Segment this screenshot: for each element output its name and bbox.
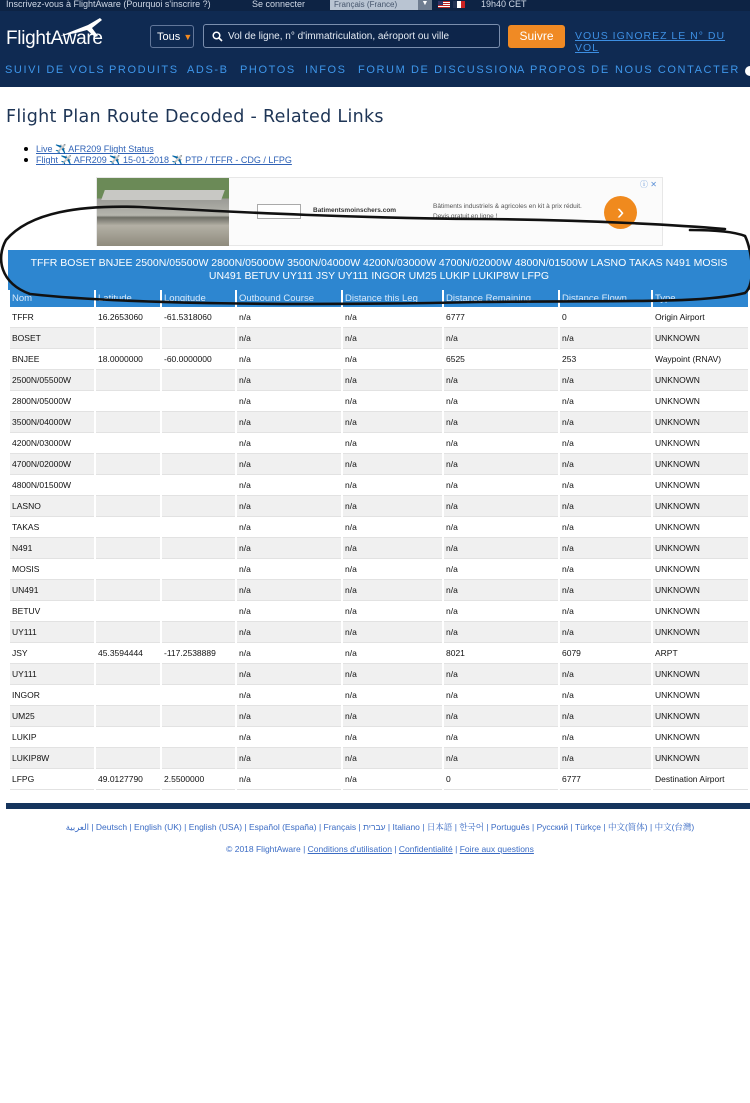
column-header: Distance Remaining [444, 290, 558, 307]
table-cell: n/a [343, 748, 442, 769]
table-cell [162, 475, 235, 496]
table-cell: n/a [237, 769, 341, 790]
table-cell: 45.3594444 [96, 643, 160, 664]
table-cell: UNKNOWN [653, 454, 748, 475]
table-row [10, 433, 748, 454]
footer-language-link[interactable]: 中文(简体) [607, 822, 648, 832]
table-cell [162, 412, 235, 433]
table-cell: n/a [444, 748, 558, 769]
table-row [10, 559, 748, 580]
main-nav [0, 64, 750, 80]
table-cell [162, 559, 235, 580]
nav-item-apropos[interactable]: A PROPOS DE [517, 64, 610, 76]
table-cell: n/a [343, 769, 442, 790]
footer-copyright: © 2018 FlightAware | Conditions d'utilisation | Confidentialité | Foire aux questions [226, 844, 534, 854]
ad-logo [257, 204, 301, 219]
table-cell: n/a [343, 643, 442, 664]
table-cell: n/a [444, 328, 558, 349]
table-cell: n/a [237, 328, 341, 349]
table-row [10, 454, 748, 475]
table-cell: n/a [343, 517, 442, 538]
table-cell [162, 706, 235, 727]
table-row [10, 769, 748, 790]
table-cell [96, 622, 160, 643]
table-row [10, 496, 748, 517]
table-cell: BETUV [10, 601, 94, 622]
table-cell: n/a [444, 454, 558, 475]
table-cell: UNKNOWN [653, 685, 748, 706]
table-cell [162, 433, 235, 454]
table-row [10, 328, 748, 349]
table-cell: n/a [343, 559, 442, 580]
column-header: Longitude [162, 290, 235, 307]
terms-link[interactable]: Conditions d'utilisation [307, 844, 392, 854]
live-flight-status-link[interactable]: Live ✈️ AFR209 Flight Status [36, 144, 154, 154]
nav-item-photos[interactable]: PHOTOS [240, 64, 296, 76]
ad-brand: Batimentsmoinschers.com [313, 207, 397, 214]
table-cell: n/a [343, 622, 442, 643]
nav-item-contact[interactable]: NOUS CONTACTER [615, 64, 740, 76]
table-cell: UM25 [10, 706, 94, 727]
table-cell: -60.0000000 [162, 349, 235, 370]
table-cell: BOSET [10, 328, 94, 349]
table-cell: -117.2538889 [162, 643, 235, 664]
table-cell [162, 538, 235, 559]
ad-info-close-icon[interactable]: ⓘ ✕ [640, 180, 657, 189]
table-cell [96, 580, 160, 601]
table-cell [162, 748, 235, 769]
table-cell: 2.5500000 [162, 769, 235, 790]
column-header: Distance Flown [560, 290, 651, 307]
table-cell: n/a [343, 664, 442, 685]
table-cell: n/a [560, 412, 651, 433]
footer-language-link[interactable]: Español (España) [249, 822, 317, 832]
table-cell: n/a [237, 307, 341, 328]
table-cell: n/a [444, 580, 558, 601]
table-cell: LASNO [10, 496, 94, 517]
table-cell: UNKNOWN [653, 433, 748, 454]
table-cell: n/a [444, 685, 558, 706]
column-header: Latitude [96, 290, 160, 307]
table-cell [96, 496, 160, 517]
table-cell: INGOR [10, 685, 94, 706]
table-cell [96, 748, 160, 769]
footer-language-link[interactable]: English (USA) [188, 822, 243, 832]
table-cell: n/a [444, 706, 558, 727]
table-cell: n/a [560, 706, 651, 727]
nav-item-adsb[interactable]: ADS-B [187, 64, 229, 76]
table-cell: n/a [237, 538, 341, 559]
table-cell: 6777 [444, 307, 558, 328]
table-cell [96, 475, 160, 496]
table-row [10, 349, 748, 370]
table-cell: BNJEE [10, 349, 94, 370]
language-select[interactable] [330, 0, 432, 10]
table-cell [96, 517, 160, 538]
table-cell: n/a [343, 601, 442, 622]
table-cell: LUKIP8W [10, 748, 94, 769]
language-value: Français (France) [334, 0, 398, 9]
nav-item-suivi[interactable]: SUIVI DE VOLS [5, 64, 106, 76]
copyright-text: © 2018 FlightAware [226, 844, 301, 854]
table-cell [162, 685, 235, 706]
table-row [10, 664, 748, 685]
table-cell: n/a [560, 580, 651, 601]
footer-language-link[interactable]: Türkçe [575, 822, 602, 832]
table-row [10, 685, 748, 706]
table-cell: 8021 [444, 643, 558, 664]
table-cell: UNKNOWN [653, 706, 748, 727]
table-cell: n/a [237, 643, 341, 664]
footer-language-link[interactable]: 日本語 [426, 822, 453, 832]
table-cell: n/a [560, 727, 651, 748]
table-row [10, 748, 748, 769]
table-cell: UNKNOWN [653, 391, 748, 412]
table-cell: 2500N/05500W [10, 370, 94, 391]
page-title: Flight Plan Route Decoded - Related Links [6, 107, 384, 127]
table-cell: TAKAS [10, 517, 94, 538]
table-cell: 18.0000000 [96, 349, 160, 370]
search-scope-select[interactable] [150, 25, 194, 48]
column-header: Type [653, 290, 748, 307]
table-cell: n/a [343, 349, 442, 370]
table-cell: n/a [343, 727, 442, 748]
table-cell: 49.0127790 [96, 769, 160, 790]
footer-language-link[interactable]: Português [490, 822, 530, 832]
table-cell [96, 454, 160, 475]
footer-language-link[interactable]: Français [323, 822, 357, 832]
table-cell [162, 517, 235, 538]
table-cell: LFPG [10, 769, 94, 790]
table-cell: UNKNOWN [653, 559, 748, 580]
faq-link[interactable]: Foire aux questions [459, 844, 534, 854]
table-row [10, 601, 748, 622]
table-cell: 0 [560, 307, 651, 328]
table-cell [96, 391, 160, 412]
table-cell: UNKNOWN [653, 748, 748, 769]
table-cell: JSY [10, 643, 94, 664]
table-cell: n/a [444, 433, 558, 454]
table-cell: 2800N/05000W [10, 391, 94, 412]
table-cell [96, 601, 160, 622]
route-string: TFFR BOSET BNJEE 2500N/05500W 2800N/05000W 3500N/04000W 4200N/03000W 4700N/02000W 4800N/01500W LASNO TAKAS N491 MOSIS UN491 BETUV UY111 JSY UY111 INGOR UM25 LUKIP LUKIP8W LFPG [8, 250, 750, 290]
table-cell: UY111 [10, 622, 94, 643]
table-cell: N491 [10, 538, 94, 559]
footer-language-link[interactable]: 한국어 [459, 822, 484, 832]
route-table [8, 290, 750, 790]
table-cell: n/a [237, 412, 341, 433]
table-cell: n/a [237, 622, 341, 643]
table-row [10, 727, 748, 748]
table-row [10, 475, 748, 496]
table-cell: UNKNOWN [653, 601, 748, 622]
ad-arrow-icon[interactable]: › [604, 196, 637, 229]
table-cell: n/a [560, 475, 651, 496]
table-cell [162, 454, 235, 475]
table-cell: n/a [343, 433, 442, 454]
table-cell [162, 580, 235, 601]
column-header: Outbound Course [237, 290, 341, 307]
table-cell: n/a [237, 517, 341, 538]
search-scope-value: Tous [157, 31, 181, 43]
table-cell: n/a [444, 475, 558, 496]
flight-history-link[interactable]: Flight ✈️ AFR209 ✈️ 15-01-2018 ✈️ PTP / TFFR - CDG / LFPG [36, 155, 292, 165]
table-cell: n/a [343, 496, 442, 517]
table-cell [162, 664, 235, 685]
table-cell: 4700N/02000W [10, 454, 94, 475]
table-cell: n/a [237, 727, 341, 748]
related-links-list [24, 144, 292, 166]
search-box[interactable] [203, 24, 500, 48]
table-cell [162, 370, 235, 391]
table-row [10, 412, 748, 433]
footer-language-link[interactable]: Русский [536, 822, 569, 832]
table-cell: n/a [343, 685, 442, 706]
table-cell: n/a [237, 664, 341, 685]
table-cell: LUKIP [10, 727, 94, 748]
table-cell [162, 391, 235, 412]
table-cell: 3500N/04000W [10, 412, 94, 433]
table-cell: n/a [560, 601, 651, 622]
table-cell: n/a [237, 475, 341, 496]
table-cell: Destination Airport [653, 769, 748, 790]
table-cell [96, 412, 160, 433]
table-row [10, 370, 748, 391]
table-cell: n/a [343, 328, 442, 349]
table-cell: n/a [560, 538, 651, 559]
table-cell: Waypoint (RNAV) [653, 349, 748, 370]
table-cell [96, 685, 160, 706]
table-cell: n/a [343, 307, 442, 328]
footer-language-link[interactable]: Italiano [392, 822, 420, 832]
footer-language-link[interactable]: 中文(台灣) [654, 822, 695, 832]
table-cell: UY111 [10, 664, 94, 685]
table-row [10, 538, 748, 559]
table-row [10, 643, 748, 664]
table-cell: UNKNOWN [653, 496, 748, 517]
table-cell: 253 [560, 349, 651, 370]
table-cell [96, 706, 160, 727]
table-cell [96, 559, 160, 580]
table-cell [162, 727, 235, 748]
nav-item-infos[interactable]: INFOS [305, 64, 347, 76]
table-cell: n/a [444, 370, 558, 391]
table-cell: n/a [237, 454, 341, 475]
table-cell: UNKNOWN [653, 727, 748, 748]
table-cell [162, 601, 235, 622]
user-menu-icon[interactable] [745, 66, 750, 76]
chevron-down-icon: ▼ [418, 0, 432, 10]
table-cell: UNKNOWN [653, 475, 748, 496]
table-cell: UNKNOWN [653, 328, 748, 349]
table-cell: UNKNOWN [653, 664, 748, 685]
ad-banner[interactable] [96, 177, 663, 246]
flightaware-logo[interactable]: FlightAware [6, 28, 103, 49]
table-cell [96, 433, 160, 454]
table-cell: n/a [343, 412, 442, 433]
table-cell: n/a [444, 559, 558, 580]
table-cell: TFFR [10, 307, 94, 328]
table-cell: n/a [444, 727, 558, 748]
clock-time: 19h40 CET [481, 0, 527, 9]
table-cell: n/a [444, 517, 558, 538]
table-cell: n/a [237, 433, 341, 454]
table-cell: n/a [560, 685, 651, 706]
login-link[interactable]: Se connecter [252, 0, 306, 9]
nav-item-produits[interactable]: PRODUITS [109, 64, 179, 76]
table-cell [162, 328, 235, 349]
table-cell: n/a [444, 538, 558, 559]
table-cell [162, 496, 235, 517]
table-cell: 16.2653060 [96, 307, 160, 328]
table-cell: UN491 [10, 580, 94, 601]
table-cell: n/a [343, 391, 442, 412]
table-cell: -61.5318060 [162, 307, 235, 328]
table-cell: n/a [237, 601, 341, 622]
nav-item-forum[interactable]: FORUM DE DISCUSSION [358, 64, 519, 76]
table-cell: Origin Airport [653, 307, 748, 328]
list-item [24, 144, 292, 155]
table-cell: n/a [343, 538, 442, 559]
us-flag-icon[interactable] [438, 1, 450, 8]
table-cell: n/a [237, 370, 341, 391]
table-cell: ARPT [653, 643, 748, 664]
table-cell: 6525 [444, 349, 558, 370]
table-row [10, 517, 748, 538]
privacy-link[interactable]: Confidentialité [398, 844, 453, 854]
table-cell: n/a [560, 517, 651, 538]
table-cell: n/a [237, 391, 341, 412]
table-cell: n/a [560, 748, 651, 769]
table-cell: UNKNOWN [653, 580, 748, 601]
table-cell: n/a [343, 580, 442, 601]
table-cell: UNKNOWN [653, 412, 748, 433]
table-cell [96, 370, 160, 391]
footer-language-link[interactable]: English (UK) [134, 822, 182, 832]
table-cell: UNKNOWN [653, 622, 748, 643]
column-header: Distance this Leg [343, 290, 442, 307]
ad-text: Bâtiments industriels & agricoles en kit à prix réduit. Devis gratuit en ligne ! [433, 203, 582, 220]
table-cell: 4200N/03000W [10, 433, 94, 454]
table-row [10, 391, 748, 412]
table-cell: n/a [560, 433, 651, 454]
table-cell: 6777 [560, 769, 651, 790]
footer-language-link[interactable]: Deutsch [95, 822, 128, 832]
table-cell: n/a [343, 706, 442, 727]
table-cell [96, 328, 160, 349]
footer-language-link[interactable]: עברית [363, 822, 386, 832]
table-cell [96, 727, 160, 748]
unknown-flight-number-link[interactable]: VOUS IGNOREZ LE N° DU VOL [575, 30, 726, 54]
table-cell: n/a [560, 391, 651, 412]
ad-image [97, 178, 229, 246]
table-cell: n/a [560, 664, 651, 685]
table-cell: n/a [237, 706, 341, 727]
table-cell: n/a [444, 601, 558, 622]
table-body [10, 307, 748, 790]
table-cell: n/a [237, 349, 341, 370]
table-cell [96, 538, 160, 559]
table-cell: n/a [444, 664, 558, 685]
table-cell: n/a [237, 580, 341, 601]
fr-flag-icon[interactable] [453, 1, 465, 8]
table-row [10, 706, 748, 727]
table-cell: n/a [237, 685, 341, 706]
table-cell: n/a [343, 475, 442, 496]
table-cell: 0 [444, 769, 558, 790]
table-cell: UNKNOWN [653, 370, 748, 391]
footer-language-links: العربية | Deutsch | English (UK) | English (USA) | Español (España) | Français | עברית | Italiano | 日本語 | 한국어 | Português | Русский | Türkçe | 中文(简体) | 中文(台灣) [65, 822, 695, 832]
footer-language-link[interactable]: العربية [65, 822, 89, 832]
table-cell: n/a [560, 454, 651, 475]
table-cell: n/a [343, 370, 442, 391]
table-cell: n/a [560, 559, 651, 580]
site-header [0, 11, 750, 87]
search-icon [212, 31, 223, 42]
table-cell: n/a [237, 496, 341, 517]
table-header-row [10, 290, 748, 307]
table-cell: n/a [560, 496, 651, 517]
table-cell: 4800N/01500W [10, 475, 94, 496]
track-button[interactable]: Suivre [508, 25, 565, 48]
table-cell: n/a [560, 328, 651, 349]
table-cell: n/a [237, 748, 341, 769]
register-link[interactable]: Inscrivez-vous à FlightAware (Pourquoi s'inscrire ?) [6, 0, 211, 9]
dropdown-caret-icon: ▼ [183, 32, 193, 42]
column-header: Nom [10, 290, 94, 307]
footer-bar [6, 803, 750, 809]
search-input[interactable] [228, 28, 496, 45]
list-item [24, 155, 292, 166]
table-cell: n/a [444, 496, 558, 517]
table-row [10, 307, 748, 328]
table-cell: n/a [560, 370, 651, 391]
table-cell: n/a [237, 559, 341, 580]
table-cell: MOSIS [10, 559, 94, 580]
table-cell [162, 622, 235, 643]
table-cell: n/a [343, 454, 442, 475]
table-cell: n/a [444, 412, 558, 433]
table-cell: UNKNOWN [653, 538, 748, 559]
table-row [10, 622, 748, 643]
table-cell: n/a [560, 622, 651, 643]
table-row [10, 580, 748, 601]
table-cell [96, 664, 160, 685]
table-cell: UNKNOWN [653, 517, 748, 538]
top-bar [0, 0, 750, 11]
table-cell: 6079 [560, 643, 651, 664]
table-cell: n/a [444, 622, 558, 643]
table-cell: n/a [444, 391, 558, 412]
